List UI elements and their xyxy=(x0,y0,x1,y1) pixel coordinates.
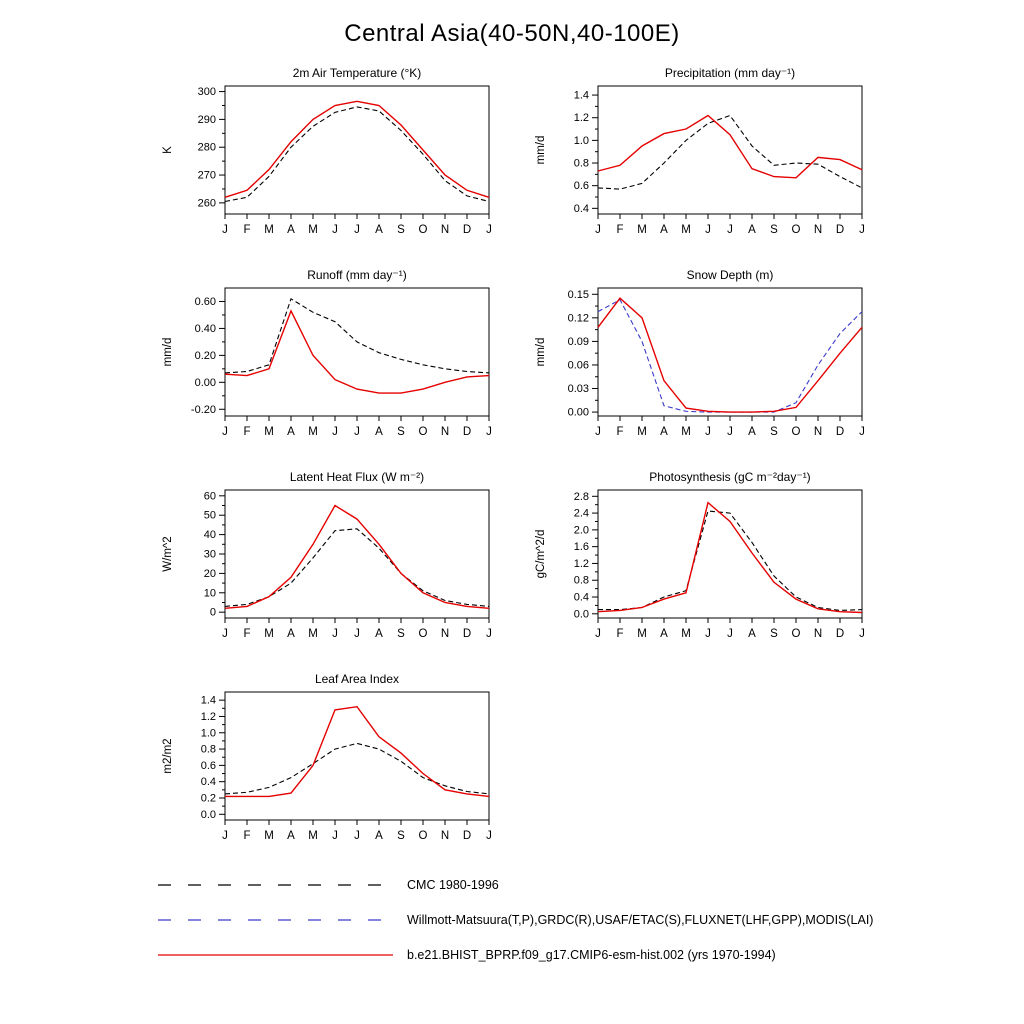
y-tick-label: 0.6 xyxy=(573,180,589,193)
chart-lai xyxy=(153,672,498,858)
series-line-dashed xyxy=(225,743,489,794)
y-tick-label: 0.6 xyxy=(200,759,216,772)
y-tick-label: 2.0 xyxy=(573,524,589,537)
x-tick-label: J xyxy=(332,224,338,236)
x-tick-label: J xyxy=(222,426,228,438)
chart-title: Leaf Area Index xyxy=(314,672,400,686)
series-line-dashed xyxy=(225,107,489,202)
series-line-dashed xyxy=(598,511,862,610)
plot-border xyxy=(225,692,489,820)
y-tick-label: 1.0 xyxy=(200,727,216,740)
y-axis-label: W/m^2 xyxy=(162,536,174,572)
charts-grid xyxy=(0,66,1024,858)
y-axis-label: gC/m^2/d xyxy=(535,529,547,579)
y-tick-label: 2.4 xyxy=(573,507,589,520)
x-tick-label: A xyxy=(375,830,383,842)
x-tick-label: O xyxy=(418,628,428,640)
chart-runoff xyxy=(153,268,498,454)
x-tick-label: A xyxy=(660,628,668,640)
y-tick-label: 0.0 xyxy=(200,808,216,821)
chart-lhf xyxy=(153,470,498,656)
y-tick-label: 260 xyxy=(197,197,216,210)
legend-entry xyxy=(158,878,1024,892)
y-axis-label: m2/m2 xyxy=(162,738,174,774)
x-tick-label: J xyxy=(595,628,601,640)
y-tick-label: 0.12 xyxy=(567,312,589,325)
x-tick-label: M xyxy=(681,224,691,236)
x-tick-label: J xyxy=(705,628,711,640)
x-tick-label: S xyxy=(397,426,405,438)
x-tick-label: J xyxy=(354,830,360,842)
x-tick-label: J xyxy=(595,426,601,438)
x-tick-label: A xyxy=(375,426,383,438)
chart-snow xyxy=(526,268,871,454)
x-tick-label: M xyxy=(264,426,274,438)
series-line-solid xyxy=(225,101,489,197)
x-tick-label: S xyxy=(397,628,405,640)
page-title: Central Asia(40-50N,40-100E) xyxy=(344,20,680,47)
chart-t2m xyxy=(153,66,498,252)
legend-label: b.e21.BHIST_BPRP.f09_g17.CMIP6-esm-hist.002 (yrs 1970-1994) xyxy=(407,948,776,962)
chart-title: Latent Heat Flux (W m⁻²) xyxy=(289,470,425,484)
x-tick-label: F xyxy=(616,426,624,438)
x-tick-label: M xyxy=(681,426,691,438)
x-tick-label: F xyxy=(243,628,251,640)
series-line-solid xyxy=(598,298,862,412)
y-tick-label: 1.6 xyxy=(573,541,589,554)
y-tick-label: 0.8 xyxy=(573,574,589,587)
x-tick-label: S xyxy=(397,830,405,842)
x-tick-label: M xyxy=(264,628,274,640)
x-tick-label: M xyxy=(637,628,647,640)
plot-border xyxy=(598,490,862,618)
series-line-solid xyxy=(598,503,862,613)
x-tick-label: O xyxy=(791,224,801,236)
x-tick-label: J xyxy=(332,830,338,842)
y-tick-label: 1.4 xyxy=(573,89,589,102)
x-tick-label: O xyxy=(418,830,428,842)
plot-border xyxy=(225,86,489,214)
y-axis-label: mm/d xyxy=(535,135,547,165)
y-tick-label: 0.09 xyxy=(567,335,589,348)
x-tick-label: J xyxy=(859,224,865,236)
y-tick-label: 0.0 xyxy=(573,608,589,621)
chart-title: Precipitation (mm day⁻¹) xyxy=(664,66,796,80)
x-tick-label: M xyxy=(308,628,318,640)
x-tick-label: J xyxy=(486,628,492,640)
legend-line-sample xyxy=(158,879,393,891)
legend-label: CMC 1980-1996 xyxy=(407,878,499,892)
x-tick-label: J xyxy=(595,224,601,236)
x-tick-label: O xyxy=(418,224,428,236)
y-tick-label: 0.8 xyxy=(200,743,216,756)
series-line-solid xyxy=(225,506,489,609)
y-tick-label: 0.4 xyxy=(200,776,216,789)
x-tick-label: N xyxy=(440,830,450,842)
x-tick-label: J xyxy=(332,628,338,640)
x-tick-label: S xyxy=(770,426,778,438)
x-tick-label: A xyxy=(287,628,295,640)
x-tick-label: M xyxy=(264,224,274,236)
x-tick-label: M xyxy=(264,830,274,842)
chart-svg-lai xyxy=(153,672,498,858)
y-axis-label: K xyxy=(162,146,174,154)
x-tick-label: F xyxy=(616,224,624,236)
x-tick-label: F xyxy=(243,426,251,438)
legend xyxy=(158,878,1024,962)
x-tick-label: N xyxy=(813,628,823,640)
x-tick-label: M xyxy=(637,224,647,236)
y-tick-label: 290 xyxy=(197,113,216,126)
x-tick-label: N xyxy=(813,426,823,438)
y-tick-label: -0.20 xyxy=(190,403,216,416)
chart-svg-lhf xyxy=(153,470,498,656)
x-tick-label: A xyxy=(287,830,295,842)
y-tick-label: 0.03 xyxy=(567,383,589,396)
series-line-dashed xyxy=(598,300,862,412)
x-tick-label: D xyxy=(835,224,845,236)
y-tick-label: 1.2 xyxy=(573,112,589,125)
x-tick-label: S xyxy=(770,224,778,236)
plot-border xyxy=(225,288,489,416)
y-tick-label: 300 xyxy=(197,86,216,99)
x-tick-label: N xyxy=(813,224,823,236)
x-tick-label: J xyxy=(705,224,711,236)
y-tick-label: 30 xyxy=(203,548,216,561)
y-tick-label: 40 xyxy=(203,529,216,542)
x-tick-label: A xyxy=(660,224,668,236)
x-tick-label: D xyxy=(835,628,845,640)
x-tick-label: F xyxy=(243,224,251,236)
chart-precip xyxy=(526,66,871,252)
series-line-solid xyxy=(225,707,489,797)
x-tick-label: J xyxy=(354,426,360,438)
x-tick-label: N xyxy=(440,426,450,438)
x-tick-label: M xyxy=(308,224,318,236)
x-tick-label: A xyxy=(375,628,383,640)
y-tick-label: 270 xyxy=(197,169,216,182)
y-tick-label: 0.4 xyxy=(573,591,589,604)
x-tick-label: D xyxy=(835,426,845,438)
y-tick-label: 0.15 xyxy=(567,288,589,301)
series-line-solid xyxy=(225,311,489,393)
y-tick-label: 0.2 xyxy=(200,792,216,805)
chart-title: Snow Depth (m) xyxy=(686,268,774,282)
x-tick-label: D xyxy=(462,628,472,640)
y-tick-label: 20 xyxy=(203,567,216,580)
legend-line-sample xyxy=(158,949,393,961)
x-tick-label: J xyxy=(332,426,338,438)
plot-border xyxy=(598,288,862,416)
legend-label: Willmott-Matsuura(T,P),GRDC(R),USAF/ETAC(S),FLUXNET(LHF,GPP),MODIS(LAI) xyxy=(407,913,874,927)
series-line-solid xyxy=(598,116,862,178)
x-tick-label: O xyxy=(791,426,801,438)
x-tick-label: N xyxy=(440,628,450,640)
x-tick-label: F xyxy=(243,830,251,842)
y-tick-label: 1.2 xyxy=(200,710,216,723)
y-axis-label: mm/d xyxy=(535,337,547,367)
y-tick-label: 0 xyxy=(209,606,216,619)
x-tick-label: D xyxy=(462,224,472,236)
x-tick-label: D xyxy=(462,830,472,842)
x-tick-label: M xyxy=(308,426,318,438)
chart-title: Runoff (mm day⁻¹) xyxy=(307,268,407,282)
y-tick-label: 0.8 xyxy=(573,157,589,170)
x-tick-label: O xyxy=(418,426,428,438)
x-tick-label: A xyxy=(748,628,756,640)
chart-svg-precip xyxy=(526,66,871,252)
series-line-dashed xyxy=(225,529,489,607)
y-tick-label: 0.00 xyxy=(567,406,589,419)
y-axis-label: mm/d xyxy=(162,337,174,367)
x-tick-label: J xyxy=(486,830,492,842)
x-tick-label: J xyxy=(859,628,865,640)
x-tick-label: J xyxy=(486,426,492,438)
chart-svg-snow xyxy=(526,268,871,454)
x-tick-label: A xyxy=(287,426,295,438)
legend-entry xyxy=(158,948,1024,962)
y-tick-label: 1.4 xyxy=(200,694,216,707)
x-tick-label: J xyxy=(222,224,228,236)
y-tick-label: 1.2 xyxy=(573,557,589,570)
y-tick-label: 280 xyxy=(197,141,216,154)
chart-svg-photo xyxy=(526,470,871,656)
chart-title: Photosynthesis (gC m⁻²day⁻¹) xyxy=(649,470,811,484)
chart-svg-runoff xyxy=(153,268,498,454)
series-line-dashed xyxy=(225,299,489,373)
x-tick-label: D xyxy=(462,426,472,438)
legend-entry xyxy=(158,913,1024,927)
x-tick-label: A xyxy=(748,426,756,438)
legend-line-sample xyxy=(158,914,393,926)
x-tick-label: J xyxy=(727,426,733,438)
x-tick-label: J xyxy=(486,224,492,236)
series-line-dashed xyxy=(598,116,862,190)
x-tick-label: M xyxy=(308,830,318,842)
x-tick-label: J xyxy=(727,628,733,640)
chart-svg-t2m xyxy=(153,66,498,252)
y-tick-label: 0.20 xyxy=(194,349,216,362)
x-tick-label: J xyxy=(354,224,360,236)
x-tick-label: J xyxy=(222,830,228,842)
x-tick-label: A xyxy=(287,224,295,236)
x-tick-label: S xyxy=(770,628,778,640)
x-tick-label: J xyxy=(705,426,711,438)
x-tick-label: M xyxy=(681,628,691,640)
y-tick-label: 0.06 xyxy=(567,359,589,372)
x-tick-label: A xyxy=(375,224,383,236)
x-tick-label: J xyxy=(222,628,228,640)
x-tick-label: J xyxy=(859,426,865,438)
x-tick-label: O xyxy=(791,628,801,640)
y-tick-label: 50 xyxy=(203,509,216,522)
y-tick-label: 1.0 xyxy=(573,134,589,147)
x-tick-label: J xyxy=(727,224,733,236)
x-tick-label: S xyxy=(397,224,405,236)
y-tick-label: 0.00 xyxy=(194,376,216,389)
y-tick-label: 2.8 xyxy=(573,490,589,503)
x-tick-label: M xyxy=(637,426,647,438)
x-tick-label: A xyxy=(748,224,756,236)
x-tick-label: N xyxy=(440,224,450,236)
y-tick-label: 0.60 xyxy=(194,295,216,308)
chart-title: 2m Air Temperature (°K) xyxy=(292,66,422,80)
x-tick-label: J xyxy=(354,628,360,640)
y-tick-label: 10 xyxy=(203,587,216,600)
x-tick-label: F xyxy=(616,628,624,640)
chart-photo xyxy=(526,470,871,656)
x-tick-label: A xyxy=(660,426,668,438)
y-tick-label: 0.4 xyxy=(573,202,589,215)
y-tick-label: 0.40 xyxy=(194,322,216,335)
y-tick-label: 60 xyxy=(203,490,216,503)
